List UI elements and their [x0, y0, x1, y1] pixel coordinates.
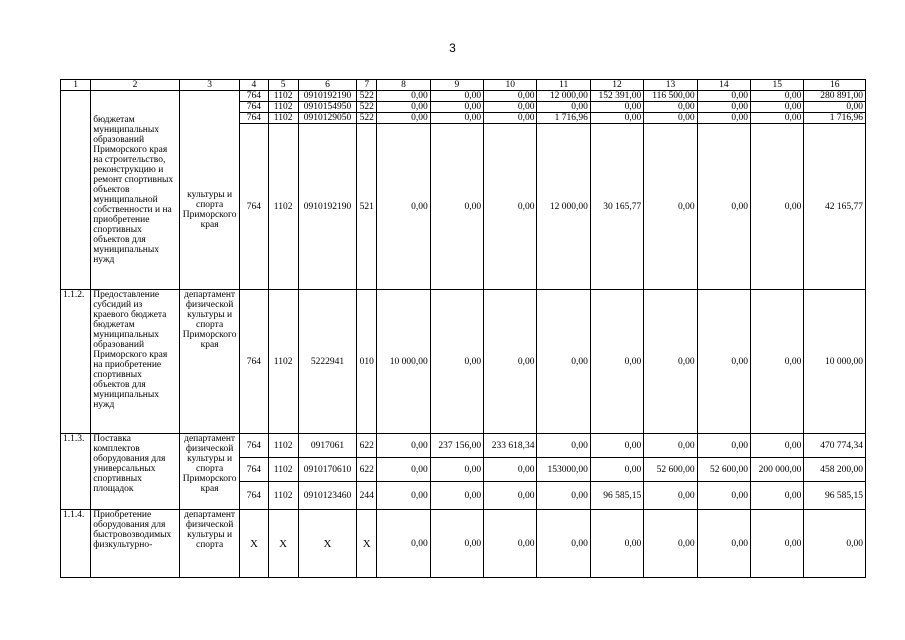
table-cell: 1 716,96: [804, 113, 866, 124]
table-cell: 0,00: [804, 510, 866, 578]
table-cell: 0,00: [484, 510, 537, 578]
table-cell: 153000,00: [537, 458, 590, 482]
table-cell: 0,00: [484, 482, 537, 510]
table-cell: 764: [240, 458, 268, 482]
table-cell: 0,00: [590, 434, 643, 458]
table-cell: 0,00: [590, 290, 643, 434]
table-cell: 0,00: [590, 113, 643, 124]
header-cell: 10: [484, 80, 537, 91]
table-cell: 764: [240, 290, 268, 434]
table-cell: 764: [240, 102, 268, 113]
table-cell: 0,00: [430, 482, 483, 510]
table-cell: 0,00: [377, 482, 430, 510]
agency-name: департамент физической культуры и спорта: [179, 510, 239, 578]
header-cell: 4: [240, 80, 268, 91]
table-cell: 5222941: [298, 290, 356, 434]
row-number-cell: 1.1.2.: [61, 290, 91, 434]
table-cell: 522: [357, 102, 377, 113]
table-cell: 0,00: [484, 290, 537, 434]
table-cell: 1102: [268, 102, 298, 113]
table-row: [61, 510, 866, 578]
header-cell: 15: [751, 80, 804, 91]
table-row: [61, 290, 866, 434]
table-cell: 0,00: [751, 113, 804, 124]
table-cell: 0,00: [697, 482, 750, 510]
table-cell: 1102: [268, 434, 298, 458]
table-cell: 200 000,00: [751, 458, 804, 482]
table-cell: X: [268, 510, 298, 578]
table-cell: 280 891,00: [804, 91, 866, 102]
table-cell: 764: [240, 113, 268, 124]
table-cell: 0,00: [377, 458, 430, 482]
table-cell: 470 774,34: [804, 434, 866, 458]
header-cell: 2: [91, 80, 180, 91]
table-cell: 0910154950: [298, 102, 356, 113]
table-cell: 522: [357, 113, 377, 124]
table-cell: 522: [357, 91, 377, 102]
header-cell: 3: [179, 80, 239, 91]
table-cell: 0910170610: [298, 458, 356, 482]
table-cell: 0,00: [484, 124, 537, 290]
table-cell: 0,00: [537, 510, 590, 578]
table-cell: X: [240, 510, 268, 578]
table-cell: 0,00: [644, 290, 697, 434]
table-cell: X: [357, 510, 377, 578]
table-cell: 458 200,00: [804, 458, 866, 482]
header-cell: 12: [590, 80, 643, 91]
table-cell: 0,00: [751, 102, 804, 113]
table-cell: 622: [357, 458, 377, 482]
table-cell: 0,00: [697, 102, 750, 113]
table-cell: 0,00: [644, 102, 697, 113]
header-row: [61, 80, 866, 91]
table-cell: 0917061: [298, 434, 356, 458]
table-cell: 0,00: [590, 510, 643, 578]
header-cell: 1: [61, 80, 91, 91]
table-cell: 96 585,15: [804, 482, 866, 510]
table-cell: 0,00: [590, 458, 643, 482]
table-cell: 237 156,00: [430, 434, 483, 458]
header-cell: 9: [430, 80, 483, 91]
table-cell: 0,00: [751, 290, 804, 434]
measure-name: Предоставление субсидий из краевого бюджета бюджетам муниципальных образований Приморского края на приобретение спортивных объектов для муниципальных нужд: [91, 290, 180, 434]
table-cell: 0910192190: [298, 124, 356, 290]
table-cell: 1102: [268, 91, 298, 102]
table-row: [61, 91, 866, 102]
table-cell: 010: [357, 290, 377, 434]
agency-name: департамент физической культуры и спорта Приморского края: [179, 434, 239, 510]
table-cell: 244: [357, 482, 377, 510]
table-cell: 0,00: [751, 482, 804, 510]
table-row: [61, 434, 866, 458]
table-cell: 0,00: [484, 113, 537, 124]
table-cell: 0,00: [484, 91, 537, 102]
table-cell: 0,00: [484, 102, 537, 113]
header-cell: 5: [268, 80, 298, 91]
table-cell: 0,00: [644, 482, 697, 510]
table-cell: 0,00: [430, 124, 483, 290]
agency-name: департамент физической культуры и спорта Приморского края: [179, 290, 239, 434]
header-cell: 13: [644, 80, 697, 91]
table-cell: 1102: [268, 458, 298, 482]
header-cell: 7: [357, 80, 377, 91]
table-cell: 1 716,96: [537, 113, 590, 124]
table-cell: 0,00: [430, 113, 483, 124]
table-cell: 0,00: [697, 434, 750, 458]
row-number-cell: 1.1.4.: [61, 510, 91, 578]
table-cell: 1102: [268, 290, 298, 434]
agency-name: культуры и спорта Приморского края: [179, 91, 239, 290]
budget-table: [60, 79, 866, 578]
table-cell: 0,00: [644, 124, 697, 290]
header-cell: 16: [804, 80, 866, 91]
table-cell: 0,00: [644, 113, 697, 124]
header-cell: 14: [697, 80, 750, 91]
table-cell: 42 165,77: [804, 124, 866, 290]
table-cell: 0,00: [430, 290, 483, 434]
table-cell: 96 585,15: [590, 482, 643, 510]
table-cell: 0,00: [697, 91, 750, 102]
table-cell: 0,00: [484, 458, 537, 482]
table-cell: 764: [240, 482, 268, 510]
table-cell: 52 600,00: [644, 458, 697, 482]
measure-name: Поставка комплектов оборудования для универсальных спортивных площадок: [91, 434, 180, 510]
table-cell: 10 000,00: [804, 290, 866, 434]
table-cell: 0,00: [430, 91, 483, 102]
table-cell: 1102: [268, 482, 298, 510]
page-number: 3: [449, 41, 456, 55]
table-cell: 0,00: [430, 510, 483, 578]
table-cell: 1102: [268, 124, 298, 290]
table-cell: 521: [357, 124, 377, 290]
table-cell: 0910129050: [298, 113, 356, 124]
table-cell: 152 391,00: [590, 91, 643, 102]
table-cell: 0,00: [697, 113, 750, 124]
table-cell: 0,00: [590, 102, 643, 113]
table-cell: 0,00: [377, 102, 430, 113]
row-number-cell: 1.1.3.: [61, 434, 91, 510]
table-cell: 116 500,00: [644, 91, 697, 102]
table-cell: 0,00: [430, 102, 483, 113]
header-cell: 11: [537, 80, 590, 91]
table-cell: 764: [240, 91, 268, 102]
table-cell: 0910192190: [298, 91, 356, 102]
table-cell: 12 000,00: [537, 124, 590, 290]
table-cell: 12 000,00: [537, 91, 590, 102]
table-cell: 0,00: [537, 102, 590, 113]
table-cell: 622: [357, 434, 377, 458]
table-cell: 0,00: [751, 434, 804, 458]
table-cell: 0,00: [751, 91, 804, 102]
table-cell: 0,00: [537, 290, 590, 434]
table-cell: 764: [240, 124, 268, 290]
measure-name: Приобретение оборудования для быстровозводимых физкультурно-: [91, 510, 180, 578]
table-cell: 0,00: [377, 124, 430, 290]
row-number-cell: [61, 91, 91, 290]
header-cell: 8: [377, 80, 430, 91]
table-cell: 0,00: [751, 510, 804, 578]
header-cell: 6: [298, 80, 356, 91]
table-cell: 0,00: [377, 510, 430, 578]
table-cell: 0,00: [377, 113, 430, 124]
table-cell: 0,00: [697, 124, 750, 290]
table-cell: 0,00: [430, 458, 483, 482]
table-cell: X: [298, 510, 356, 578]
table-cell: 0,00: [644, 434, 697, 458]
table-cell: 764: [240, 434, 268, 458]
measure-name: бюджетам муниципальных образований Приморского края на строительство, реконструкцию и ремонт спортивных объектов муниципальной собственности и на приобретение спортивных объектов для муниципальных нужд: [91, 91, 180, 290]
table-cell: 10 000,00: [377, 290, 430, 434]
table-cell: 0,00: [804, 102, 866, 113]
table-cell: 233 618,34: [484, 434, 537, 458]
table-cell: 0910123460: [298, 482, 356, 510]
table-cell: 0,00: [537, 482, 590, 510]
table-cell: 0,00: [697, 510, 750, 578]
table-cell: 0,00: [377, 434, 430, 458]
table-cell: 0,00: [697, 290, 750, 434]
table-cell: 0,00: [537, 434, 590, 458]
table-cell: 1102: [268, 113, 298, 124]
table-cell: 30 165,77: [590, 124, 643, 290]
table-cell: 0,00: [644, 510, 697, 578]
table-cell: 52 600,00: [697, 458, 750, 482]
table-cell: 0,00: [751, 124, 804, 290]
table-cell: 0,00: [377, 91, 430, 102]
